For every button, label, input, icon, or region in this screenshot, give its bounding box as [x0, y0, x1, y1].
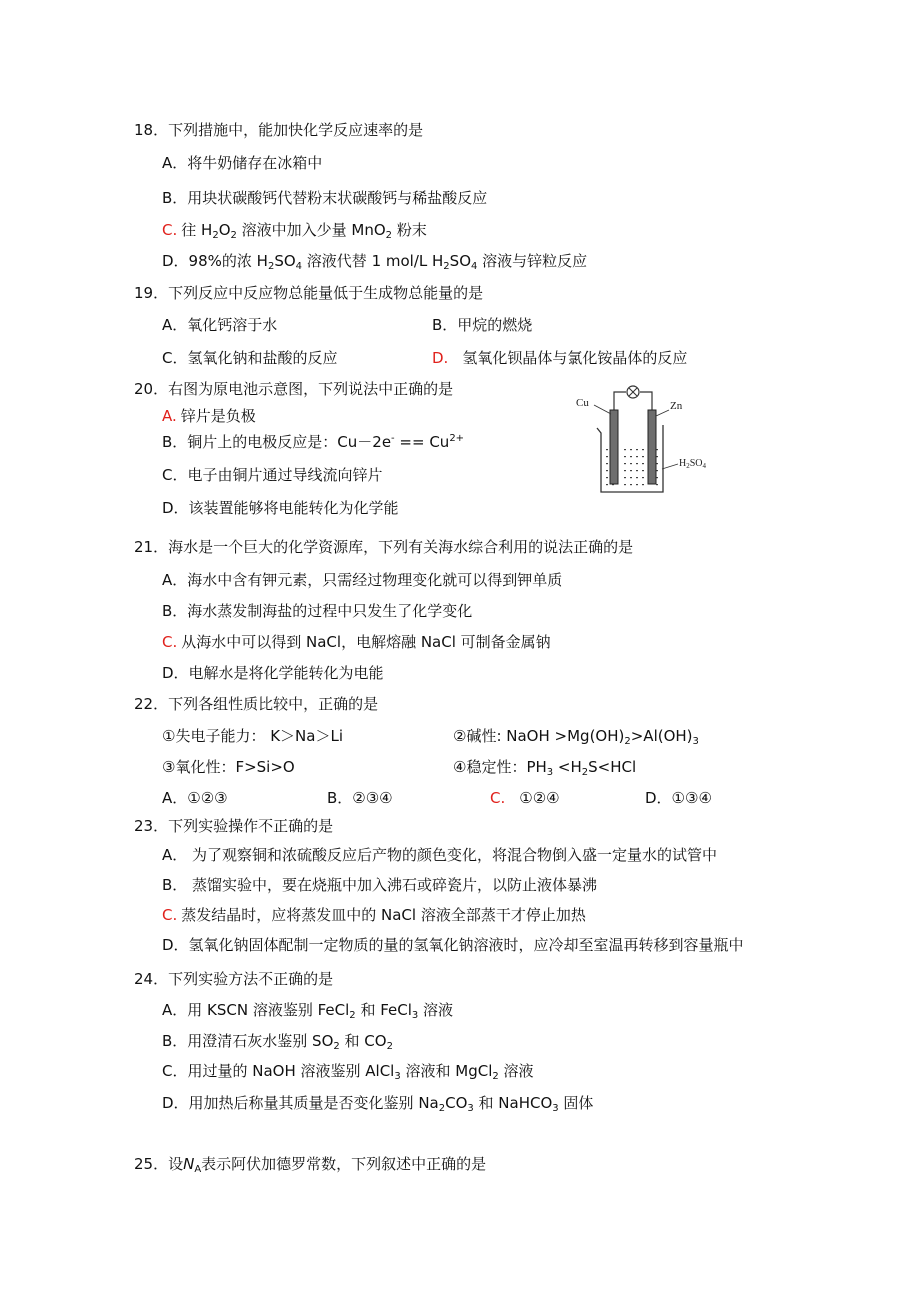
q18-option-c: C. 往 $H_2O_2$ 溶液中加入少量 MnO$_2$ 粉末 — [162, 221, 427, 241]
q23-option-c: C. 蒸发结晶时，应将蒸发皿中的 NaCl 溶液全部蒸干才停止加热 — [162, 906, 586, 924]
answer-label: C. — [162, 906, 178, 924]
q21-option-b: B．海水蒸发制海盐的过程中只发生了化学变化 — [162, 602, 473, 620]
answer-label: C. — [162, 633, 178, 651]
q18-option-a: A．将牛奶储存在冰箱中 — [162, 154, 323, 172]
q22-option-b: B．②③④ — [327, 789, 393, 807]
q21-option-c: C. 从海水中可以得到 NaCl，电解熔融 NaCl 可制备金属钠 — [162, 633, 551, 651]
q19-option-d: D. 氢氧化钡晶体与氯化铵晶体的反应 — [432, 349, 688, 367]
q24-option-c: C．用过量的 NaOH 溶液鉴别 AlCl$_3$ 溶液和 MgCl$_2$ 溶液 — [162, 1062, 534, 1082]
q22-option-d: D．①③④ — [645, 789, 712, 807]
q24-option-d: D．用加热后称量其质量是否变化鉴别 $Na_2CO_3$ 和 NaHCO$_3$ 固体 — [162, 1094, 594, 1114]
q20-stem: 20．右图为原电池示意图，下列说法中正确的是 — [134, 380, 454, 398]
q23-option-d: D．氢氧化钠固体配制一定物质的量的氢氧化钠溶液时，应冷却至室温再转移到容量瓶中 — [162, 936, 744, 954]
galvanic-cell-figure — [570, 378, 720, 500]
zinc-electrode — [648, 410, 656, 484]
q22-item-3: ③氧化性：F>Si>O — [162, 758, 295, 776]
q23-option-a: A． 为了观察铜和浓硫酸反应后产物的颜色变化，将混合物倒入盛一定量水的试管中 — [162, 846, 718, 864]
q22-stem: 22．下列各组性质比较中，正确的是 — [134, 695, 379, 713]
q24-stem: 24．下列实验方法不正确的是 — [134, 970, 334, 988]
q23-option-b: B． 蒸馏实验中，要在烧瓶中加入沸石或碎瓷片，以防止液体暴沸 — [162, 876, 598, 894]
q22-item-2: ②碱性: NaOH $>Mg(OH)_2>Al(OH)_3$ — [453, 727, 699, 747]
q24-option-b: B．用澄清石灰水鉴别 $SO_2$ 和 $CO_2$ — [162, 1032, 393, 1052]
acid-label: $H_2SO_4$ — [679, 458, 707, 470]
q22-item-4: ④稳定性：$PH_3 <H_2S<HCl$ — [453, 758, 637, 778]
q19-option-c: C．氢氧化钠和盐酸的反应 — [162, 349, 338, 367]
q21-option-d: D．电解水是将化学能转化为电能 — [162, 664, 384, 682]
q19-option-b: B．甲烷的燃烧 — [432, 316, 533, 334]
q22-item-1: ①失电子能力： K＞Na＞Li — [162, 727, 343, 745]
zinc-label: Zn — [670, 400, 683, 412]
copper-label: Cu — [576, 397, 589, 409]
q18-option-b: B．用块状碳酸钙代替粉末状碳酸钙与稀盐酸反应 — [162, 189, 488, 207]
q20-option-c: C．电子由铜片通过导线流向锌片 — [162, 466, 383, 484]
q22-option-a: A．①②③ — [162, 789, 228, 807]
q18-stem: 18．下列措施中，能加快化学反应速率的是 — [134, 121, 424, 139]
q19-option-a: A．氧化钙溶于水 — [162, 316, 278, 334]
q24-option-a: A．用 KSCN 溶液鉴别 FeCl$_2$ 和 FeCl$_3$ 溶液 — [162, 1001, 454, 1021]
q21-stem: 21．海水是一个巨大的化学资源库，下列有关海水综合利用的说法正确的是 — [134, 538, 634, 556]
q20-option-b: B．铜片上的电极反应是：$Cu-2e^- == Cu^{2+}$ — [162, 433, 465, 451]
q21-option-a: A．海水中含有钾元素，只需经过物理变化就可以得到钾单质 — [162, 571, 563, 589]
copper-electrode — [610, 410, 618, 484]
q20-option-a: A. 锌片是负极 — [162, 407, 256, 425]
answer-label: A. — [162, 407, 177, 425]
q23-stem: 23．下列实验操作不正确的是 — [134, 817, 334, 835]
answer-label: D. — [432, 349, 449, 367]
q25-stem: 25．设$N_A$表示阿伏加德罗常数，下列叙述中正确的是 — [134, 1155, 487, 1175]
q18-option-d: D．98%的浓 $H_2SO_4$ 溶液代替 1 mol/L $H_2SO_4$ 溶液与锌粒反应 — [162, 252, 588, 272]
q20-option-d: D．该装置能够将电能转化为化学能 — [162, 499, 399, 517]
q22-option-c: C. ①②④ — [490, 789, 560, 807]
answer-label: C. — [162, 221, 178, 239]
q19-stem: 19．下列反应中反应物总能量低于生成物总能量的是 — [134, 284, 484, 302]
answer-label: C. — [490, 789, 506, 807]
